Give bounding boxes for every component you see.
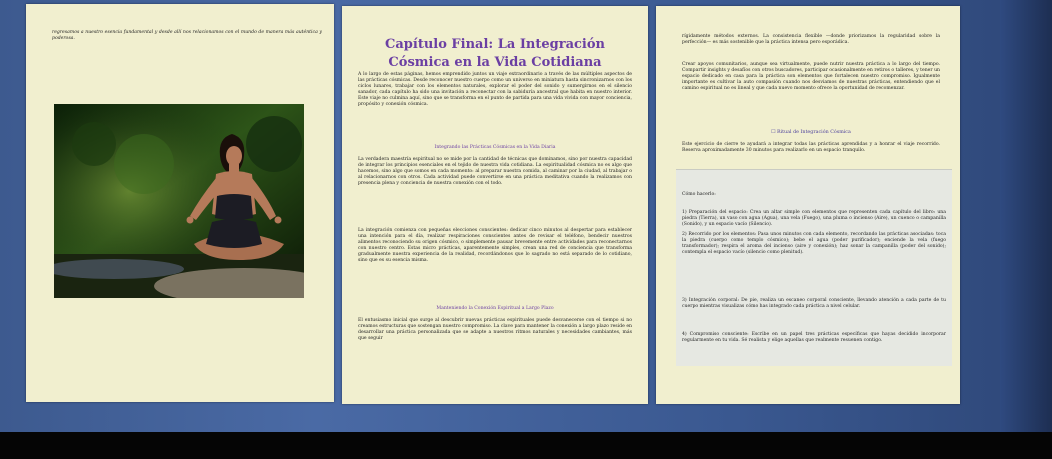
- chapter-intro-text: A lo largo de estas páginas, hemos emprendido juntos un viaje extraordinario a través de las múltiples aspectos de las prácticas cósmicas. Desde reconocer nuestro cuerpo como un universo en miniatura hasta sincronizarnos con los ciclos lunares, trabajar con los elementos naturales, explorar el poder del sonido y sumergirnos en el silencio sanador, cada capítulo ha sido una invitación a reconectar con la sabiduría ancestral que habita en nuestro interior. Este viaje no culmina aquí, sino que se transforma en el punto de partida para una vida vivida con mayor conciencia, propósito y conexión cósmica.: [358, 72, 632, 107]
- page3-paragraph-1: rígidamente métodos externos. La consistencia flexible —donde priorizamos la regularidad sobre la perfección— es más sostenible que la práctica intensa pero esporádica.: [682, 34, 940, 45]
- ritual-step-3: 3) Integración corporal: De pie, realiza un escaneo corporal consciente, llevando atención a cada parte de tu cuerpo mientras visualizas cómo has integrado cada práctica a nivel celular.: [682, 298, 946, 309]
- how-to-label: Cómo hacerlo:: [682, 192, 716, 197]
- document-page-1: [26, 4, 334, 402]
- chapter-title-line1: Capítulo Final: La Integración: [385, 37, 605, 52]
- section-1-paragraph-1: La verdadera maestría espiritual no se mide por la cantidad de técnicas que dominamos, sino por nuestra capacidad de integrar los principios esenciales en el tejido de nuestra vida cotidiana. La espiritualidad cósmica no es algo que hacemos, sino algo que somos en cada momento: al preparar nuestra comida, al caminar por la ciudad, al trabajar o al relacionarnos con otros. Cada actividad puede convertirse en una práctica meditativa cuando la realizamos con presencia plena y conciencia de nuestra conexión con el todo.: [358, 157, 632, 186]
- section-heading-1: Integrando las Prácticas Cósmicas en la Vida Diaria: [434, 145, 556, 150]
- document-page-3: [656, 6, 960, 404]
- section-1-paragraph-2: La integración comienza con pequeñas elecciones conscientes: dedicar cinco minutos al despertar para establecer una intención para el día, realizar respiraciones conscientes antes de revisar el teléfono, bendecir nuestros alimentos reconociendo su origen cósmico, o simplemente pausar brevemente entre actividades para reconectarnos con nuestro centro. Estas micro prácticas, aparentemente simples, crean una red de conciencia que transforma gradualmente nuestra experiencia de la realidad, recordándonos que lo sagrado no está separado de lo cotidiano, sino que es su esencia misma.: [358, 228, 632, 263]
- screen-right-edge: [1000, 0, 1052, 432]
- ritual-step-4: 4) Compromiso consciente: Escribe en un papel tres prácticas específicas que hayas decidido incorporar regularmente en tu vida. Sé realista y elige aquellas que realmente resuenen contigo.: [682, 332, 946, 343]
- ritual-section-link[interactable]: ☐ Ritual de Integración Cósmica: [771, 130, 851, 135]
- section-heading-2: Manteniendo la Conexión Espiritual a Largo Plazo: [436, 306, 554, 311]
- meditation-photo: [54, 104, 304, 298]
- ritual-instructions-box: [676, 169, 952, 366]
- ritual-step-1: 1) Preparación del espacio: Crea un altar simple con elementos que representen cada capítulo del libro: una piedra (Tierra), un vaso con agua (Agua), una vela (Fuego), una pluma o incienso (Aire), un cuenco o campanilla (Sonido), y un espacio vacío (Silencio).: [682, 210, 946, 227]
- ritual-intro-text: Este ejercicio de cierre te ayudará a integrar todas las prácticas aprendidas y a honrar el viaje recorrido. Reserva aproximadamente 30 minutos para realizarlo en un espacio tranquilo.: [682, 142, 940, 153]
- section-2-paragraph-1: El entusiasmo inicial que surge al descubrir nuevas prácticas espirituales puede desvanecerse con el tiempo si no creamos estructuras que sostengan nuestro compromiso. La clave para mantener la conexión a largo plazo reside en desarrollar una práctica personalizada que se adapte a nuestros ritmos naturales y necesidades cambiantes, más que seguir: [358, 318, 632, 341]
- page3-paragraph-2: Crear apoyos comunitarios, aunque sea virtualmente, puede nutrir nuestra práctica a lo largo del tiempo. Compartir insights y desafíos con otros buscadores, participar ocasionalmente en retiros o talleres, y tener un espacio dedicado en casa para la práctica son elementos que fortalecen nuestro compromiso. Igualmente importante es cultivar la auto compasión cuando nos desviamos de nuestras prácticas, entendiendo que el camino espiritual no es lineal y que cada nuevo momento ofrece la oportunidad de recomenzar.: [682, 62, 940, 91]
- chapter-title-line2: Cósmica en la Vida Cotidiana: [388, 55, 602, 70]
- document-page-2: [342, 6, 648, 404]
- ritual-step-2: 2) Recorrido por los elementos: Pasa unos minutos con cada elemento, recordando las prácticas asociadas: toca la piedra (cuerpo como templo cósmico); bebe el agua (poder purificador); enciende la vela (fuego transformador); respira el aroma del incienso (aire y conexión); haz sonar la campanilla (poder del sonido); contempla el espacio vacío (silencio como plenitud).: [682, 232, 946, 255]
- page1-intro-text: regresamos a nuestro esencia fundamental y desde allí nos relacionamos con el mundo de manera más auténtica y poderosa.: [52, 30, 322, 41]
- monitor-bezel: [0, 432, 1052, 459]
